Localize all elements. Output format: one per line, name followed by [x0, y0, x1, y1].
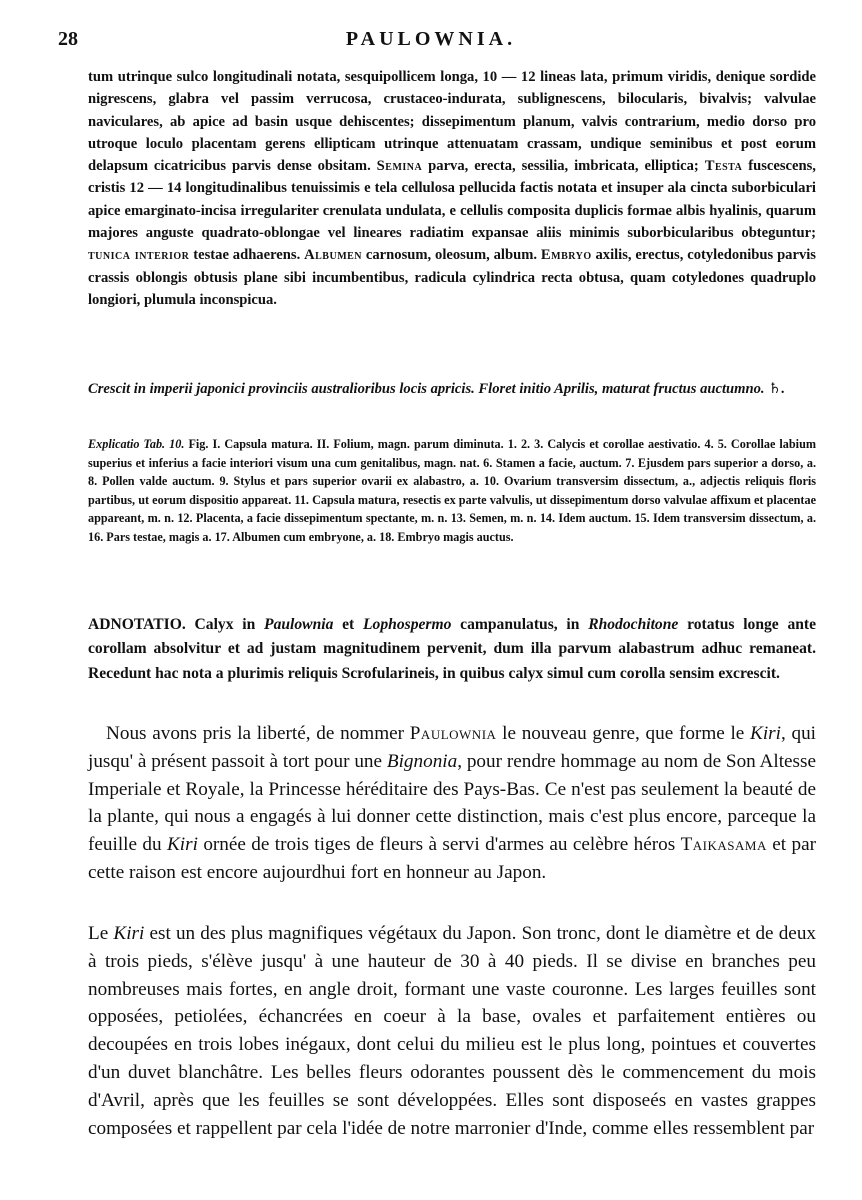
fr1-bignonia: Bignonia: [386, 750, 458, 772]
testa-label: Testa: [704, 158, 743, 175]
fr1-paulownia: Paulownia: [409, 723, 497, 744]
description-text-4: testae adhaerens.: [193, 247, 301, 264]
embryo-label: Embryo: [540, 247, 592, 264]
adnotatio-genus-2: Lophospermo: [363, 616, 452, 633]
french-paragraph-1: [88, 720, 816, 887]
fr2-text-a: Le: [88, 923, 109, 944]
adnotatio-text-2: et: [342, 616, 355, 633]
fr1-text-a: Nous avons pris la liberté, de nommer: [106, 723, 405, 744]
adnotatio-label: ADNOTATIO.: [88, 616, 186, 633]
albumen-label: Albumen: [304, 247, 363, 264]
adnotatio-genus-1: Paulownia: [264, 616, 334, 633]
page-number: 28: [58, 28, 78, 50]
fr1-text-b: le nouveau genre, que forme le: [502, 723, 745, 744]
fr1-text-d: , pour rendre hommage au nom de Son Altesse Imperiale et Royale, la Princesse héréditaire des Pays-Bas. Ce n'est pas seulement la beauté de la plante, qui nous a engagés à lui donner cette distinction, mais c'est plus encore, parceque la feuille du: [88, 750, 817, 856]
fr1-text-c: , qui jusqu' à présent passoit à tort pour une: [88, 723, 817, 772]
description-text-3: fuscescens, cristis 12 — 14 longitudinalibus tenuissimis e tela cellulosa pellucida factis notata et insuper ala cincta suborbiculari apice emarginato-incisa irregulariter crenulata undulata, e cellulis composita duplicis formae albis hyalinis, quarum majores anguste quadrato-oblongae vel lineares radiatim expansae aliis minimis suborbicularibus obteguntur;: [88, 158, 816, 242]
fr1-kiri-1: Kiri: [750, 723, 781, 744]
habitat-note: [88, 378, 816, 400]
fr1-text-e: ornée de trois tiges de fleurs à servi d'armes au celèbre héros: [203, 834, 676, 856]
perennial-symbol: ♄.: [768, 381, 785, 397]
explicatio-text: Fig. I. Capsula matura. II. Folium, magn. parum diminuta. 1. 2. 3. Calycis et corollae aestivatio. 4. 5. Corollae labium superius et inferius a facie interiori visum una cum genitalibus, magn. nat. 6. Stamen a facie, auctum. 7. Ejusdem pars superior a dorso, a. 8. Pollen valde auctum. 9. Stylus et pars superior ovarii ex alabastro, a. 10. Ovarium transversim dissectum, a., adjectis reliquis floris partibus, ut eorum dispositio appareat. 11. Capsula matura, resectis ex parte valvulis, ut dissepimentum dorso valvulae affixum et placentae appareant, m. n. 12. Placenta, a facie dissepimentum spectante, m. n. 13. Semen, m. n. 14. Idem auctum. 15. Idem transversim dissectum, a. 16. Pars testae, magis a. 17. Albumen cum embryone, a. 18. Embryo magis auctus.: [88, 437, 816, 544]
adnotatio-text-1: Calyx in: [194, 616, 256, 633]
fr1-taikasama: Taikasama: [680, 834, 767, 856]
adnotatio-genus-3: Rhodochitone: [588, 616, 679, 633]
description-text-1: tum utrinque sulco longitudinali notata, sesquipollicem longa, 10 — 12 lineas lata, primum viridis, denique sordide nigrescens, glabra vel passim verrucosa, crustaceo-indurata, sublignescens, bilocularis, bivalvis; valvulae naviculares, ab apice ad basin usque dehiscentes; dissepimentum planum, valvis contrarium, medio dorso pro utroque loculo placentam gerens ellipticam utrinque attenuatam crassam, undique seminibus et post eorum delapsum cicatricibus parvis dense obsitam.: [88, 69, 816, 175]
tunica-label: tunica interior: [88, 247, 190, 264]
page-header: [58, 28, 804, 58]
description-text-6: axilis, erectus, cotyledonibus parvis crassis oblongis obtusis plane sibi incumbentibus, radicula cylindrica recta obtusa, quam cotyledones quadruplo longiori, plumula inconspicua.: [88, 247, 816, 308]
fr2-kiri: Kiri: [113, 923, 145, 944]
fr1-text-f: et par cette raison est encore aujourdhui fort en honneur au Japon.: [88, 834, 816, 883]
fr2-text-b: est un des plus magnifiques végétaux du Japon. Son tronc, dont le diamètre et de deux à trois pieds, s'élève jusqu' à une hauteur de 30 à 40 pieds. Il se divise en branches peu nombreuses mais fortes, en angle droit, formant une vaste couronne. Les larges feuilles sont opposées, petiolées, échancrées en coeur à la base, ovales et parfaitement entières ou decoupées en trois lobes inégaux, dont celui du milieu est le plus long, pointues et couvertes d'un duvet blanchâtre. Les belles fleurs odorantes poussent dès le commencement du mois d'Avril, après que les feuilles se sont développées. Elles sont disposeés en vastes grappes composées et rappellent par cela l'idée de notre marronier d'Inde, comme elles ressemblent par: [88, 923, 817, 1139]
adnotatio-text-4: rotatus longe ante corollam absolvitur et ad justam magnitudinem pervenit, dum illa parvum alabastrum adhuc remaneat. Recedunt hac nota a plurimis reliquis Scrofularineis, in quibus calyx simul cum corolla sensim excrescit.: [88, 616, 817, 682]
explicatio-label: Explicatio Tab. 10.: [88, 437, 185, 451]
description-text-5: carnosum, oleosum, album.: [365, 247, 538, 264]
semina-label: Semina: [376, 158, 423, 175]
description-text-2: parva, erecta, sessilia, imbricata, elliptica;: [428, 158, 699, 175]
habitat-text: Crescit in imperii japonici provinciis australioribus locis apricis. Floret initio Aprilis, maturat fructus auctumno.: [88, 381, 765, 397]
plate-explanation: [88, 435, 816, 547]
running-title: PAULOWNIA.: [345, 28, 517, 50]
french-paragraph-2: [88, 920, 816, 1142]
fr1-kiri-2: Kiri: [166, 834, 198, 856]
adnotatio-paragraph: [88, 613, 816, 686]
adnotatio-text-3: campanulatus, in: [460, 616, 580, 633]
latin-description: [88, 66, 816, 311]
